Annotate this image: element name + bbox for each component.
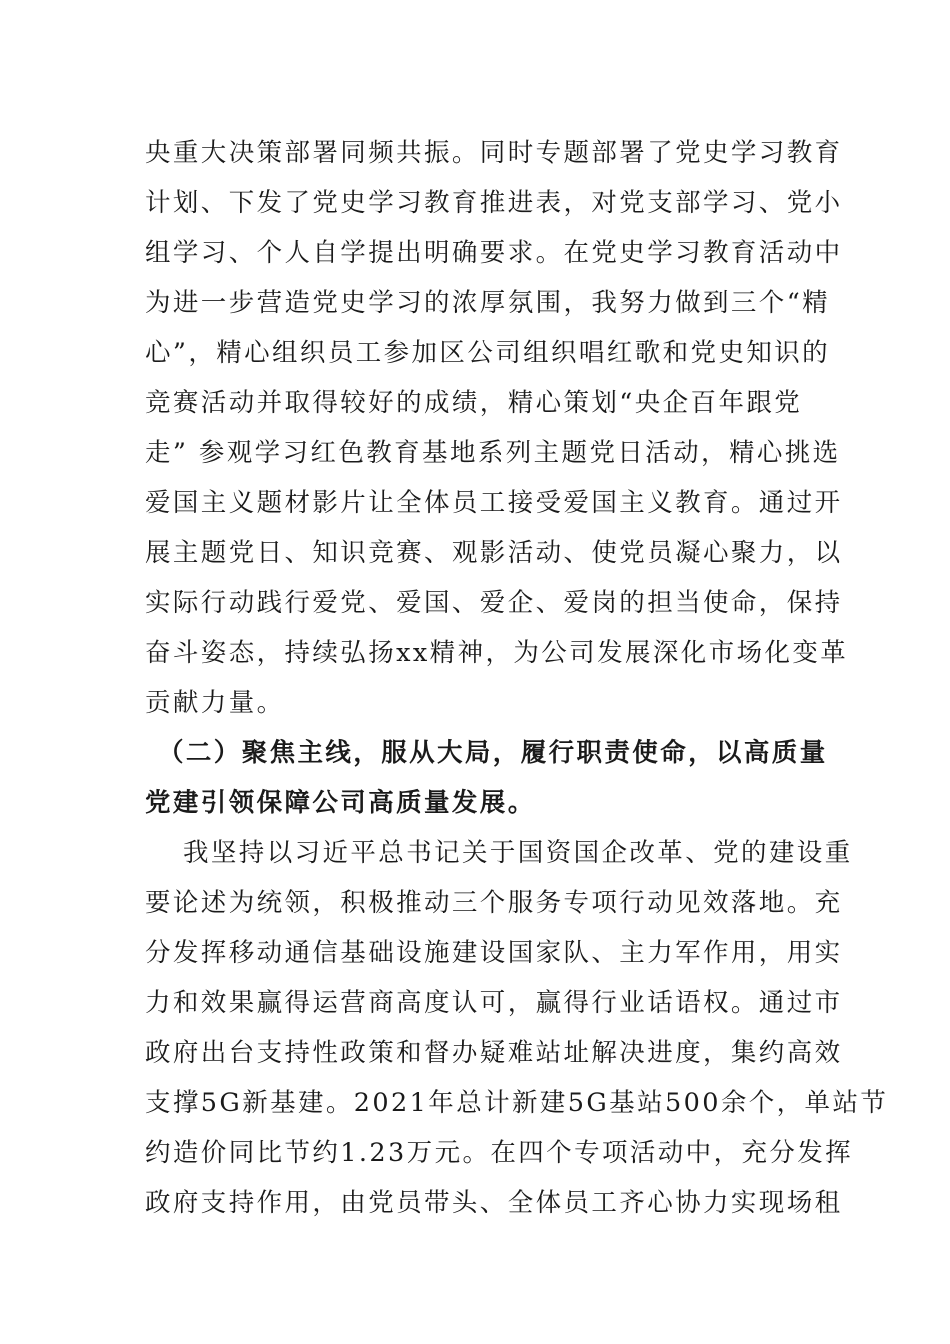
paragraph-1-line-11: 奋斗姿态，持续弘扬xx精神，为公司发展深化市场化变革 xyxy=(145,638,849,668)
paragraph-1-line-7: 走” 参观学习红色教育基地系列主题党日活动，精心挑选 xyxy=(145,438,841,468)
paragraph-2-line-6: 支撑5G新基建。2021年总计新建5G基站500余个，单站节 xyxy=(145,1088,889,1118)
paragraph-1-line-4: 为进一步营造党史学习的浓厚氛围，我努力做到三个“精 xyxy=(145,288,831,318)
paragraph-1-line-12: 贡献力量。 xyxy=(145,688,285,718)
paragraph-2-line-8: 政府支持作用，由党员带头、全体员工齐心协力实现场租 xyxy=(145,1188,843,1218)
paragraph-2-line-5: 政府出台支持性政策和督办疑难站址解决进度，集约高效 xyxy=(145,1038,843,1068)
paragraph-2-line-1: 我坚持以习近平总书记关于国资国企改革、党的建设重 xyxy=(183,838,853,868)
paragraph-1-line-10: 实际行动践行爱党、爱国、爱企、爱岗的担当使命，保持 xyxy=(145,588,843,618)
paragraph-1-line-3: 组学习、个人自学提出明确要求。在党史学习教育活动中 xyxy=(145,238,843,268)
section-heading-line-2: 党建引领保障公司高质量发展。 xyxy=(145,788,536,818)
paragraph-1-line-6: 竞赛活动并取得较好的成绩，精心策划“央企百年跟党 xyxy=(145,388,803,418)
paragraph-1-line-9: 展主题党日、知识竞赛、观影活动、使党员凝心聚力，以 xyxy=(145,538,843,568)
paragraph-2-line-4: 力和效果赢得运营商高度认可，赢得行业话语权。通过市 xyxy=(145,988,843,1018)
paragraph-2-line-7: 约造价同比节约1.23万元。在四个专项活动中，充分发挥 xyxy=(145,1138,854,1168)
paragraph-1-line-8: 爱国主义题材影片让全体员工接受爱国主义教育。通过开 xyxy=(145,488,843,518)
paragraph-1-line-5: 心”，精心组织员工参加区公司组织唱红歌和党史知识的 xyxy=(145,338,831,368)
paragraph-1-line-2: 计划、下发了党史学习教育推进表，对党支部学习、党小 xyxy=(145,188,843,218)
paragraph-1-line-1: 央重大决策部署同频共振。同时专题部署了党史学习教育 xyxy=(145,138,843,168)
section-heading-line-1: （二）聚焦主线，服从大局，履行职责使命，以高质量 xyxy=(158,738,828,768)
paragraph-2-line-2: 要论述为统领，积极推动三个服务专项行动见效落地。充 xyxy=(145,888,843,918)
paragraph-2-line-3: 分发挥移动通信基础设施建设国家队、主力军作用，用实 xyxy=(145,938,843,968)
